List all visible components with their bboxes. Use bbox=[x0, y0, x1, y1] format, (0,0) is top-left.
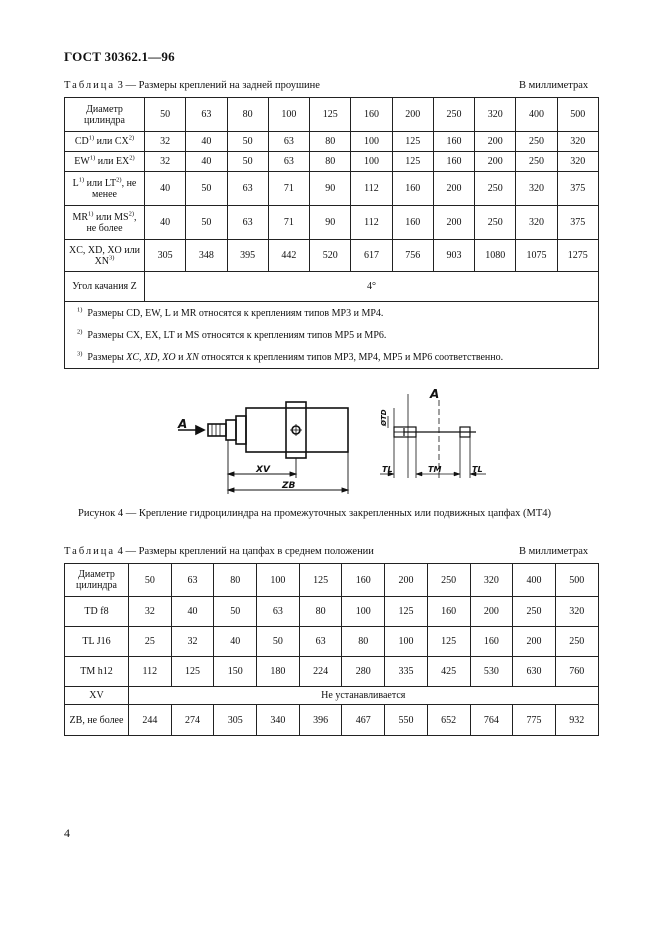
table4-cell: 100 bbox=[385, 627, 428, 657]
label-text: или EX bbox=[95, 156, 130, 167]
table3-cell: 1275 bbox=[557, 240, 598, 272]
table3-cell: 520 bbox=[310, 240, 351, 272]
table3-footnote-row bbox=[65, 302, 599, 325]
table3-row-label bbox=[65, 206, 145, 240]
table4-cell: 932 bbox=[555, 705, 598, 736]
table3-caption bbox=[64, 80, 320, 91]
label-tl-right: TL bbox=[472, 465, 483, 474]
table4-units: В миллиметрах bbox=[519, 546, 589, 557]
table3-cell: 320 bbox=[557, 132, 598, 152]
table4-column-header: 160 bbox=[342, 564, 385, 597]
table4-cell: 80 bbox=[299, 597, 342, 627]
table4-row-label: TD f8 bbox=[65, 597, 129, 627]
table4-column-header: 320 bbox=[470, 564, 513, 597]
table4-cell: 40 bbox=[214, 627, 257, 657]
table4-xv-value: Не устанавливается bbox=[129, 687, 599, 705]
table3-cell: 320 bbox=[516, 206, 557, 240]
table3-cell: 442 bbox=[268, 240, 309, 272]
table3-row-label bbox=[65, 172, 145, 206]
table3-cell: 100 bbox=[351, 132, 392, 152]
table3-footnote-row bbox=[65, 324, 599, 346]
table3-cell: 40 bbox=[145, 172, 186, 206]
table4-column-header: 50 bbox=[129, 564, 172, 597]
table3-cell: 200 bbox=[433, 172, 474, 206]
table3-cell: 250 bbox=[475, 172, 516, 206]
figure4-drawing bbox=[160, 378, 500, 498]
label-text: , не более bbox=[86, 211, 137, 234]
table4-cell: 530 bbox=[470, 657, 513, 687]
table4-cell: 32 bbox=[171, 627, 214, 657]
table4-zb-label: ZB, не более bbox=[65, 705, 129, 736]
table3-row-label bbox=[65, 240, 145, 272]
table4-cell: 425 bbox=[427, 657, 470, 687]
table4-cell: 652 bbox=[427, 705, 470, 736]
table4-cell: 224 bbox=[299, 657, 342, 687]
table3-cell: 71 bbox=[268, 172, 309, 206]
table3-column-header: 500 bbox=[557, 98, 598, 132]
table4-cell: 200 bbox=[513, 627, 556, 657]
footnote-mark: 1) bbox=[88, 134, 95, 142]
table4-cell: 320 bbox=[555, 597, 598, 627]
table4-cell: 764 bbox=[470, 705, 513, 736]
label-zb: ZB bbox=[282, 481, 296, 491]
table4-cell: 760 bbox=[555, 657, 598, 687]
table4-cell: 63 bbox=[299, 627, 342, 657]
table3-cell: 395 bbox=[227, 240, 268, 272]
footnote-mark: 2) bbox=[128, 134, 135, 142]
table3-cell: 617 bbox=[351, 240, 392, 272]
table3-column-header: 160 bbox=[351, 98, 392, 132]
table4-cell: 150 bbox=[214, 657, 257, 687]
table3-cell: 50 bbox=[186, 206, 227, 240]
footnote-text: и bbox=[175, 351, 187, 363]
table4-column-header: 63 bbox=[171, 564, 214, 597]
table4-cell: 180 bbox=[257, 657, 300, 687]
rod-end bbox=[208, 424, 226, 436]
table3-cell: 63 bbox=[227, 206, 268, 240]
label-text: L bbox=[72, 177, 79, 189]
table3-swing-label: Угол качания Z bbox=[65, 272, 145, 302]
table4-caption-text: — Размеры креплений на цапфах в среднем положении bbox=[125, 546, 374, 557]
table3-swing-value: 4° bbox=[145, 272, 599, 302]
footnote-text-italic: XN bbox=[186, 351, 199, 363]
table3-footnote-row bbox=[65, 346, 599, 369]
table4-cell: 125 bbox=[385, 597, 428, 627]
table3-column-header: 200 bbox=[392, 98, 433, 132]
table4-column-header: 250 bbox=[427, 564, 470, 597]
table3-cell: 71 bbox=[268, 206, 309, 240]
table4-cell: 25 bbox=[129, 627, 172, 657]
table4-caption bbox=[64, 546, 374, 557]
table4-caption-prefix: Таблица bbox=[64, 546, 116, 557]
table3-cell: 200 bbox=[433, 206, 474, 240]
table4-xv-row bbox=[65, 687, 599, 705]
label-tm: TM bbox=[428, 465, 442, 474]
table3-cell: 50 bbox=[227, 152, 268, 172]
table4-cell: 125 bbox=[171, 657, 214, 687]
table3-cell: 160 bbox=[392, 172, 433, 206]
table3-cell: 160 bbox=[392, 206, 433, 240]
table4-cell: 50 bbox=[257, 627, 300, 657]
table3-cell: 63 bbox=[268, 132, 309, 152]
table3-cell: 50 bbox=[227, 132, 268, 152]
table4-header-row bbox=[65, 564, 599, 597]
footnote-mark: 2) bbox=[129, 154, 135, 162]
table4-column-header: 100 bbox=[257, 564, 300, 597]
table4-column-header: 400 bbox=[513, 564, 556, 597]
table4-cell: 274 bbox=[171, 705, 214, 736]
table4-cell: 340 bbox=[257, 705, 300, 736]
table4-cell: 160 bbox=[470, 627, 513, 657]
table4-cell: 40 bbox=[171, 597, 214, 627]
table4-cell: 467 bbox=[342, 705, 385, 736]
table4-cell: 200 bbox=[470, 597, 513, 627]
table3-cell: 305 bbox=[145, 240, 186, 272]
table3-cell: 160 bbox=[433, 152, 474, 172]
table4-column-header: 500 bbox=[555, 564, 598, 597]
table3-column-header: 125 bbox=[310, 98, 351, 132]
table4-cell: 630 bbox=[513, 657, 556, 687]
table3-cell: 90 bbox=[310, 172, 351, 206]
footnote-text: относятся к креплениям типов МР3, МР4, МР5 и МР6 соответственно. bbox=[198, 351, 504, 363]
table3-cell: 125 bbox=[392, 132, 433, 152]
table3-cell: 250 bbox=[516, 152, 557, 172]
table3-column-header: 80 bbox=[227, 98, 268, 132]
table3-cell: 32 bbox=[145, 132, 186, 152]
gland bbox=[226, 420, 236, 440]
table4-caption-num: 4 bbox=[117, 546, 123, 557]
label-text: CD bbox=[74, 136, 89, 147]
table4-cell: 112 bbox=[129, 657, 172, 687]
table3-cell: 50 bbox=[186, 172, 227, 206]
table3-row bbox=[65, 240, 599, 272]
table3-footnote bbox=[65, 302, 599, 325]
page-number: 4 bbox=[64, 826, 70, 840]
table3-column-header: 320 bbox=[475, 98, 516, 132]
table3-column-header: 400 bbox=[516, 98, 557, 132]
table4 bbox=[64, 563, 599, 736]
label-xv: XV bbox=[256, 465, 270, 475]
footnote-mark: 2) bbox=[128, 210, 135, 218]
table3 bbox=[64, 97, 599, 369]
table3-cell: 32 bbox=[145, 152, 186, 172]
table3-cell: 320 bbox=[557, 152, 598, 172]
table4-row-label: TL J16 bbox=[65, 627, 129, 657]
table4-header-label: Диаметр цилиндра bbox=[65, 564, 129, 597]
table4-column-header: 200 bbox=[385, 564, 428, 597]
table3-caption-text: — Размеры креплений на задней проушине bbox=[125, 80, 320, 91]
table3-cell: 160 bbox=[433, 132, 474, 152]
table4-row bbox=[65, 627, 599, 657]
table4-column-header: 80 bbox=[214, 564, 257, 597]
table3-column-header: 50 bbox=[145, 98, 186, 132]
label-tl-left: TL bbox=[382, 465, 393, 474]
label-text: или MS bbox=[93, 211, 129, 223]
table3-cell: 112 bbox=[351, 206, 392, 240]
table4-cell: 775 bbox=[513, 705, 556, 736]
table3-header-label: Диаметр цилиндра bbox=[65, 98, 145, 132]
footnote-mark: 1) bbox=[78, 176, 85, 184]
table3-cell: 80 bbox=[310, 152, 351, 172]
table4-xv-label: XV bbox=[65, 687, 129, 705]
table3-cell: 756 bbox=[392, 240, 433, 272]
table3-cell: 903 bbox=[433, 240, 474, 272]
table4-zb-row bbox=[65, 705, 599, 736]
table3-row-label bbox=[65, 132, 145, 152]
footnote-text-italic: XC, XD, XO bbox=[126, 351, 176, 363]
table3-cell: 40 bbox=[186, 132, 227, 152]
table4-row-label: TM h12 bbox=[65, 657, 129, 687]
table3-cell: 320 bbox=[516, 172, 557, 206]
table3-cell: 63 bbox=[268, 152, 309, 172]
table4-cell: 305 bbox=[214, 705, 257, 736]
table4-cell: 160 bbox=[427, 597, 470, 627]
table3-cell: 200 bbox=[475, 152, 516, 172]
table3-cell: 250 bbox=[516, 132, 557, 152]
footnote-mark: 2) bbox=[116, 176, 122, 184]
table3-column-header: 250 bbox=[433, 98, 474, 132]
table3-cell: 375 bbox=[557, 172, 598, 206]
table3-cell: 40 bbox=[145, 206, 186, 240]
footnote-text: Размеры CD, EW, L и MR относятся к креплениям типов МР3 и МР4. bbox=[87, 307, 384, 319]
arrow-head-a-left bbox=[196, 426, 204, 434]
table3-row-label bbox=[65, 152, 145, 172]
footnote-mark: 1) bbox=[88, 210, 94, 218]
label-a-left: A bbox=[178, 417, 188, 431]
head-flange bbox=[236, 416, 246, 444]
footnote-mark: 1) bbox=[89, 154, 96, 162]
table3-row bbox=[65, 206, 599, 240]
table3-cell: 375 bbox=[557, 206, 598, 240]
table4-cell: 280 bbox=[342, 657, 385, 687]
table4-cell: 250 bbox=[555, 627, 598, 657]
table3-row bbox=[65, 152, 599, 172]
label-text: EW bbox=[74, 156, 90, 167]
table3-row bbox=[65, 132, 599, 152]
table3-cell: 125 bbox=[392, 152, 433, 172]
table3-cell: 1080 bbox=[475, 240, 516, 272]
label-text: XC, XD, XO или XN bbox=[69, 244, 140, 267]
label-text: или CX bbox=[94, 136, 129, 147]
table3-row bbox=[65, 172, 599, 206]
label-text: или LT bbox=[84, 177, 117, 189]
table4-cell: 80 bbox=[342, 627, 385, 657]
table3-cell: 90 bbox=[310, 206, 351, 240]
table4-cell: 396 bbox=[299, 705, 342, 736]
table3-footnote bbox=[65, 324, 599, 346]
table3-cell: 250 bbox=[475, 206, 516, 240]
label-text: MR bbox=[72, 211, 89, 223]
table3-header-row bbox=[65, 98, 599, 132]
table4-cell: 335 bbox=[385, 657, 428, 687]
table3-cell: 112 bbox=[351, 172, 392, 206]
table3-cell: 1075 bbox=[516, 240, 557, 272]
footnote-text: Размеры CX, EX, LT и MS относятся к креплениям типов МР5 и МР6. bbox=[87, 329, 387, 341]
table3-cell: 40 bbox=[186, 152, 227, 172]
footnote-text: Размеры bbox=[87, 351, 127, 363]
table3-cell: 348 bbox=[186, 240, 227, 272]
footnote-mark: 3) bbox=[109, 254, 115, 262]
document-code: ГОСТ 30362.1—96 bbox=[64, 49, 175, 64]
table4-cell: 250 bbox=[513, 597, 556, 627]
label-a-right: A bbox=[430, 387, 440, 401]
table4-cell: 244 bbox=[129, 705, 172, 736]
table4-row bbox=[65, 597, 599, 627]
table4-cell: 32 bbox=[129, 597, 172, 627]
table3-cell: 100 bbox=[351, 152, 392, 172]
label-td: ØTD bbox=[380, 409, 388, 426]
table3-column-header: 100 bbox=[268, 98, 309, 132]
footnote-mark: 1) bbox=[77, 306, 83, 314]
figure4-caption: Рисунок 4 — Крепление гидроцилиндра на промежуточных закрепленных или подвижных цапфах (МТ4) bbox=[78, 508, 552, 519]
label-text: , не менее bbox=[92, 177, 137, 200]
footnote-mark: 2) bbox=[77, 328, 83, 336]
table4-cell: 50 bbox=[214, 597, 257, 627]
table4-column-header: 125 bbox=[299, 564, 342, 597]
table3-footnote bbox=[65, 346, 599, 369]
table3-cell: 63 bbox=[227, 172, 268, 206]
table4-cell: 63 bbox=[257, 597, 300, 627]
table3-column-header: 63 bbox=[186, 98, 227, 132]
table3-cell: 80 bbox=[310, 132, 351, 152]
table4-cell: 550 bbox=[385, 705, 428, 736]
footnote-mark: 3) bbox=[77, 350, 83, 358]
table4-cell: 125 bbox=[427, 627, 470, 657]
table3-units: В миллиметрах bbox=[519, 80, 589, 91]
table3-cell: 200 bbox=[475, 132, 516, 152]
table4-row bbox=[65, 657, 599, 687]
table3-caption-prefix: Таблица bbox=[64, 80, 116, 91]
table3-caption-num: 3 bbox=[117, 80, 123, 91]
table4-cell: 100 bbox=[342, 597, 385, 627]
table3-swing-row bbox=[65, 272, 599, 302]
